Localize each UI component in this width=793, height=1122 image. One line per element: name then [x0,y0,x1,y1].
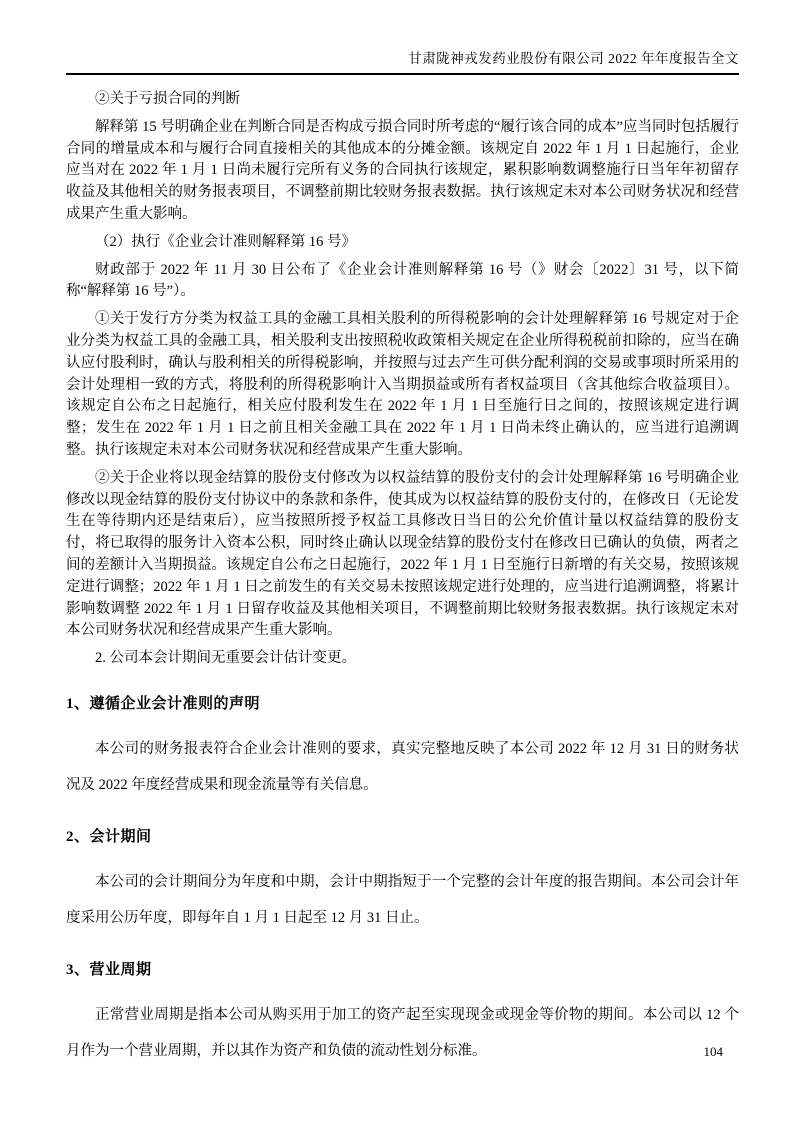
paragraph-dividend-tax-treatment: ①关于发行方分类为权益工具的金融工具相关股利的所得税影响的会计处理解释第 16 号规定对于企业分类为权益工具的金融工具，相关股利支出按照税收政策相关规定在企业所得税税前扣除的，应当在确认应付股利时，确认与股利相关的所得税影响，并按照与过去产生可供分配利润的交易或事项时所采用的会计处理相一致的方式，将股利的所得税影响计入当期损益或所有者权益项目（含其他综合收益项目）。该规定自公布之日起施行，相关应付股利发生在 2022 年 1 月 1 日至施行日之间的，按照该规定进行调整；发生在 2022 年 1 月 1 日之前且相关金融工具在 2022 年 1 月 1 日尚未终止确认的，应当进行追溯调整。执行该规定未对本公司财务状况和经营成果产生重大影响。 [66,311,739,458]
paragraph-accounting-standards-statement: 本公司的财务报表符合企业会计准则的要求，真实完整地反映了本公司 2022 年 12 月 31 日的财务状况及 2022 年度经营成果和现金流量等有关信息。 [66,740,739,793]
paragraph-accounting-period: 本公司的会计期间分为年度和中期，会计中期指短于一个完整的会计年度的报告期间。本公司会计年度采用公历年度，即每年自 1 月 1 日起至 12 月 31 日止。 [66,873,739,926]
header-divider [66,73,739,75]
paragraph-loss-contract-heading: ②关于亏损合同的判断 [95,91,240,107]
paragraph-mof-announcement: 财政部于 2022 年 11 月 30 日公布了《企业会计准则解释第 16 号（》财会〔2022〕31 号，以下简称“解释第 16 号”）。 [66,261,739,300]
header-title: 甘肃陇神戎发药业股份有限公司 2022 年年度报告全文 [408,51,739,66]
paragraph-share-payment-modification: ②关于企业将以现金结算的股份支付修改为以权益结算的股份支付的会计处理解释第 16 号明确企业修改以现金结算的股份支付协议中的条款和条件，使其成为以权益结算的股份支付的，在修改日（无论发生在等待期内还是结束后），应当按照所授予权益工具修改日当日的公允价值计量以权益结算的股份支付，将已取得的服务计入资本公积，同时终止确认以现金结算的股份支付在修改日已确认的负债，两者之间的差额计入当期损益。该规定自公布之日起施行，2022 年 1 月 1 日至施行日新增的有关交易，按照该规定进行调整；2022 年 1 月 1 日之前发生的有关交易未按照该规定进行处理的，应当进行追溯调整，将累计影响数调整 2022 年 1 月 1 日留存收益及其他相关项目，不调整前期比较财务报表数据。执行该规定未对本公司财务状况和经营成果产生重大影响。 [66,469,739,639]
section-heading-operating-cycle: 3、营业周期 [66,961,152,978]
section-heading-accounting-standards-statement: 1、遵循企业会计准则的声明 [66,695,261,712]
page-number: 104 [703,1044,723,1059]
paragraph-interpretation-15-body: 解释第 15 号明确企业在判断合同是否构成亏损合同时所考虑的“履行该合同的成本”应当同时包括履行合同的增量成本和与履行合同直接相关的其他成本的分摊金额。该规定自 2022 年 1 月 1 日起施行，企业应当对在 2022 年 1 月 1 日尚未履行完所有义务的合同执行该规定，累积影响数调整施行日当年年初留存收益及其他相关的财务报表项目，不调整前期比较财务报表数据。执行该规定未对本公司财务状况和经营成果产生重大影响。 [66,118,739,222]
section-heading-accounting-period: 2、会计期间 [66,828,152,845]
paragraph-estimate-change: 2. 公司本会计期间无重要会计估计变更。 [95,650,356,667]
paragraph-item2-heading: （2）执行《企业会计准则解释第 16 号》 [95,233,356,250]
paragraph-operating-cycle: 正常营业周期是指本公司从购买用于加工的资产起至实现现金或现金等价物的期间。本公司以 12 个月作为一个营业周期，并以其作为资产和负债的流动性划分标准。 [66,1006,739,1059]
page-header [66,0,739,67]
